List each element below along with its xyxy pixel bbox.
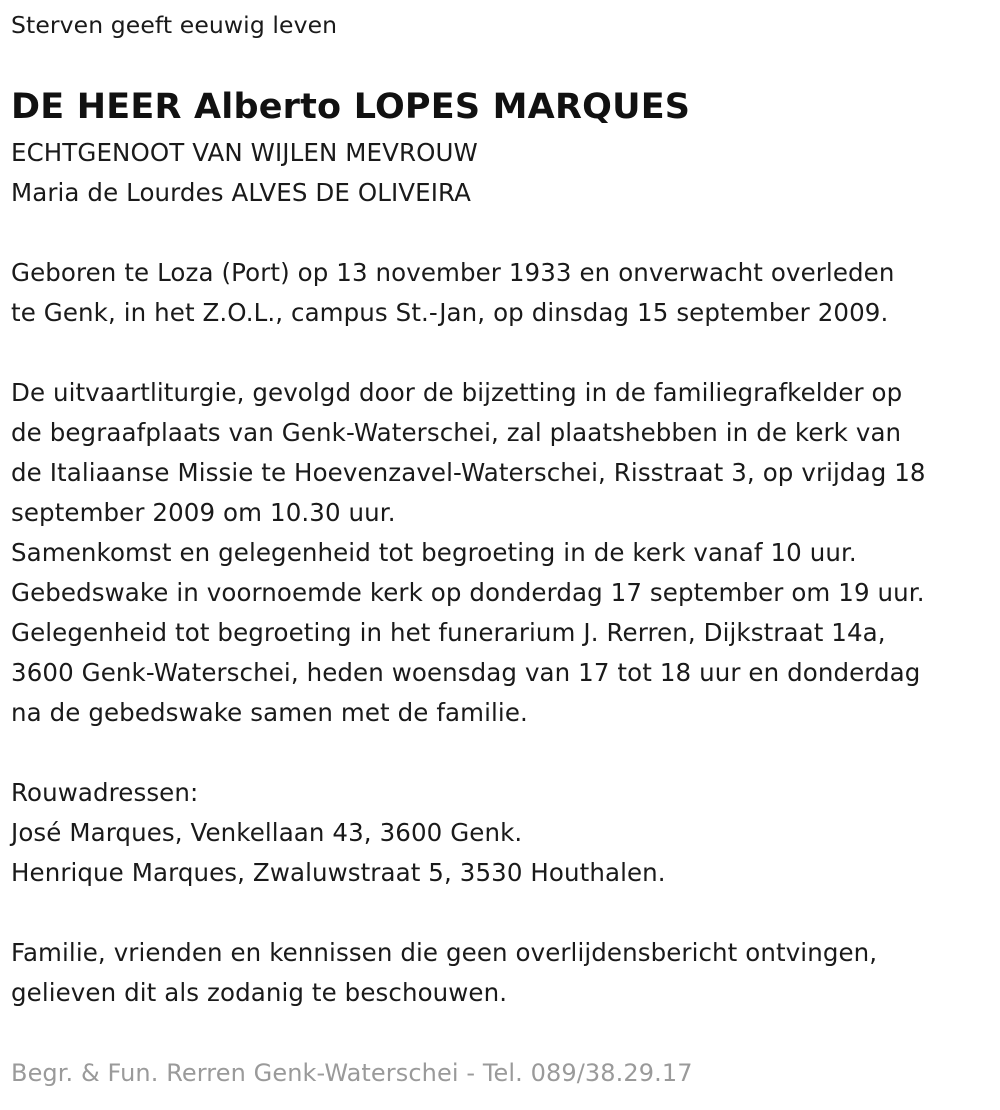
ceremony-line-5: Samenkomst en gelegenheid tot begroeting in de kerk vanaf 10 uur.	[11, 538, 857, 567]
birth-death-line-2: te Genk, in het Z.O.L., campus St.-Jan, op dinsdag 15 september 2009.	[11, 298, 889, 327]
ceremony-line-9: na de gebedswake samen met de familie.	[11, 698, 528, 727]
closing-line-2: gelieven dit als zodanig te beschouwen.	[11, 978, 508, 1007]
ceremony-line-8: 3600 Genk-Waterschei, heden woensdag van 17 tot 18 uur en donderdag	[11, 658, 921, 687]
addresses-heading: Rouwadressen:	[11, 778, 199, 807]
address-line-1: José Marques, Venkellaan 43, 3600 Genk.	[11, 818, 523, 847]
ceremony-line-1: De uitvaartliturgie, gevolgd door de bijzetting in de familiegrafkelder op	[11, 378, 903, 407]
motto: Sterven geeft eeuwig leven	[11, 11, 338, 39]
ceremony-line-2: de begraafplaats van Genk-Waterschei, zal plaatshebben in de kerk van	[11, 418, 902, 447]
ceremony-line-7: Gelegenheid tot begroeting in het funerarium J. Rerren, Dijkstraat 14a,	[11, 618, 886, 647]
birth-death-line-1: Geboren te Loza (Port) op 13 november 1933 en onverwacht overleden	[11, 258, 895, 287]
ceremony-line-6: Gebedswake in voornoemde kerk op donderdag 17 september om 19 uur.	[11, 578, 925, 607]
spouse-line-2: Maria de Lourdes ALVES DE OLIVEIRA	[11, 178, 472, 207]
spouse-line-1: ECHTGENOOT VAN WIJLEN MEVROUW	[11, 138, 478, 167]
funeral-home-footer: Begr. & Fun. Rerren Genk-Waterschei - Tel. 089/38.29.17	[11, 1059, 693, 1087]
deceased-name: DE HEER Alberto LOPES MARQUES	[11, 87, 691, 127]
ceremony-line-3: de Italiaanse Missie te Hoevenzavel-Waterschei, Risstraat 3, op vrijdag 18	[11, 458, 926, 487]
closing-line-1: Familie, vrienden en kennissen die geen overlijdensbericht ontvingen,	[11, 938, 878, 967]
ceremony-line-4: september 2009 om 10.30 uur.	[11, 498, 396, 527]
address-line-2: Henrique Marques, Zwaluwstraat 5, 3530 Houthalen.	[11, 858, 666, 887]
